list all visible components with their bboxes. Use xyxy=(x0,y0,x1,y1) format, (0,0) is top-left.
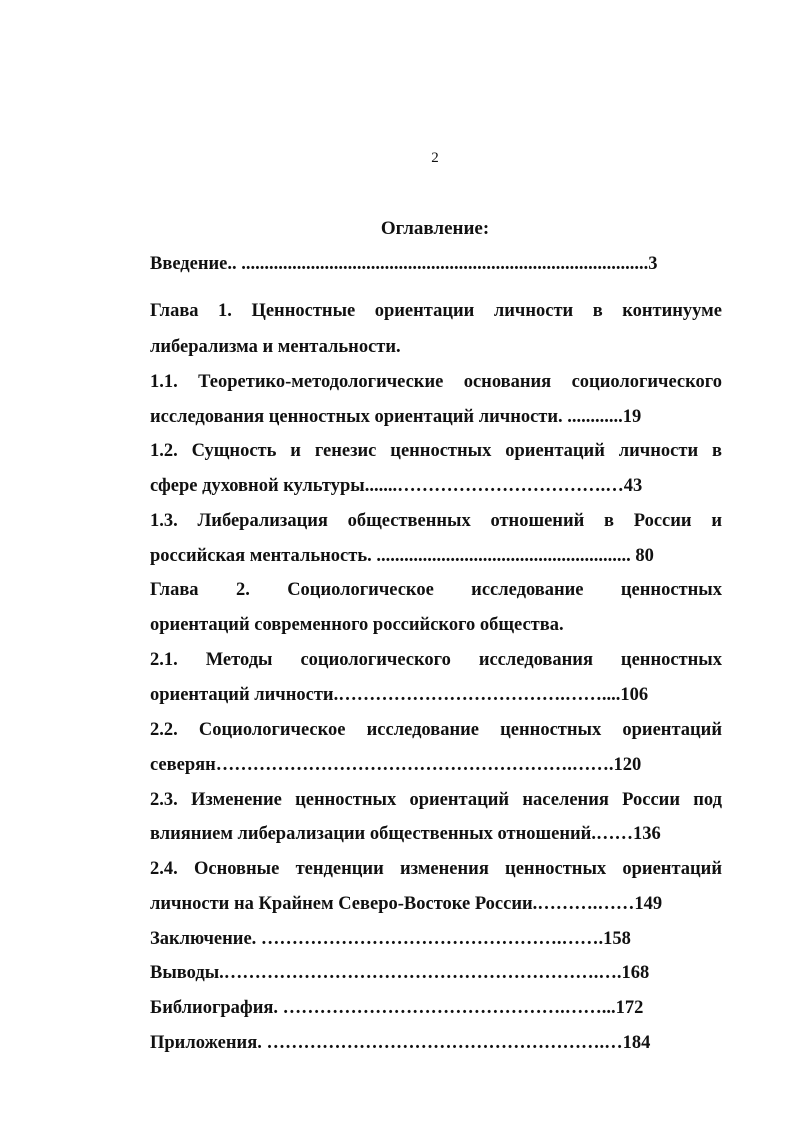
toc-title: Оглавление: xyxy=(380,218,490,239)
toc-line-2-4-a: 2.4. Основные тенденции изменения ценностных ориентаций xyxy=(150,859,722,879)
toc-line-1-3-b: российская ментальность. ....................................................... 80 xyxy=(150,546,654,566)
toc-line-2-1-a: 2.1. Методы социологического исследования ценностных xyxy=(150,650,722,670)
toc-line-chapter-2-b: ориентаций современного российского общества. xyxy=(150,615,564,635)
toc-line-1-2-b: сфере духовной культуры.......…………………………….…43 xyxy=(150,476,643,496)
toc-line-chapter-1-a: Глава 1. Ценностные ориентации личности в континууме xyxy=(150,301,722,321)
toc-line-2-3-b: влиянием либерализации общественных отношений.……136 xyxy=(150,824,661,844)
toc-line-findings: Выводы.…………………………………………………….….168 xyxy=(150,963,650,983)
toc-line-introduction: Введение.. ........................................................................................3 xyxy=(150,254,658,274)
toc-line-2-3-a: 2.3. Изменение ценностных ориентаций населения России под xyxy=(150,790,722,810)
page-number: 2 xyxy=(431,150,439,166)
toc-line-appendices: Приложения. ……………………………………………….…184 xyxy=(150,1033,651,1053)
toc-line-2-4-b: личности на Крайнем Северо-Востоке России.……….……149 xyxy=(150,894,663,914)
toc-line-chapter-2-a: Глава 2. Социологическое исследование ценностных xyxy=(150,580,722,600)
toc-line-1-3-a: 1.3. Либерализация общественных отношений в России и xyxy=(150,511,722,531)
toc-line-bibliography: Библиография. ……………………………………….……...172 xyxy=(150,998,644,1018)
toc-line-conclusion: Заключение. ………………………………………….…….158 xyxy=(150,929,631,949)
toc-line-2-2-b: северян………………………………………………….…….120 xyxy=(150,755,642,775)
toc-line-2-1-b: ориентаций личности.……………………………….……....106 xyxy=(150,685,649,705)
toc-line-2-2-a: 2.2. Социологическое исследование ценностных ориентаций xyxy=(150,720,722,740)
toc-line-1-2-a: 1.2. Сущность и генезис ценностных ориентаций личности в xyxy=(150,441,722,461)
toc-line-1-1-b: исследования ценностных ориентаций личности. ............19 xyxy=(150,407,642,427)
toc-line-1-1-a: 1.1. Теоретико-методологические основания социологического xyxy=(150,372,722,392)
toc-line-chapter-1-b: либерализма и ментальности. xyxy=(150,337,401,357)
